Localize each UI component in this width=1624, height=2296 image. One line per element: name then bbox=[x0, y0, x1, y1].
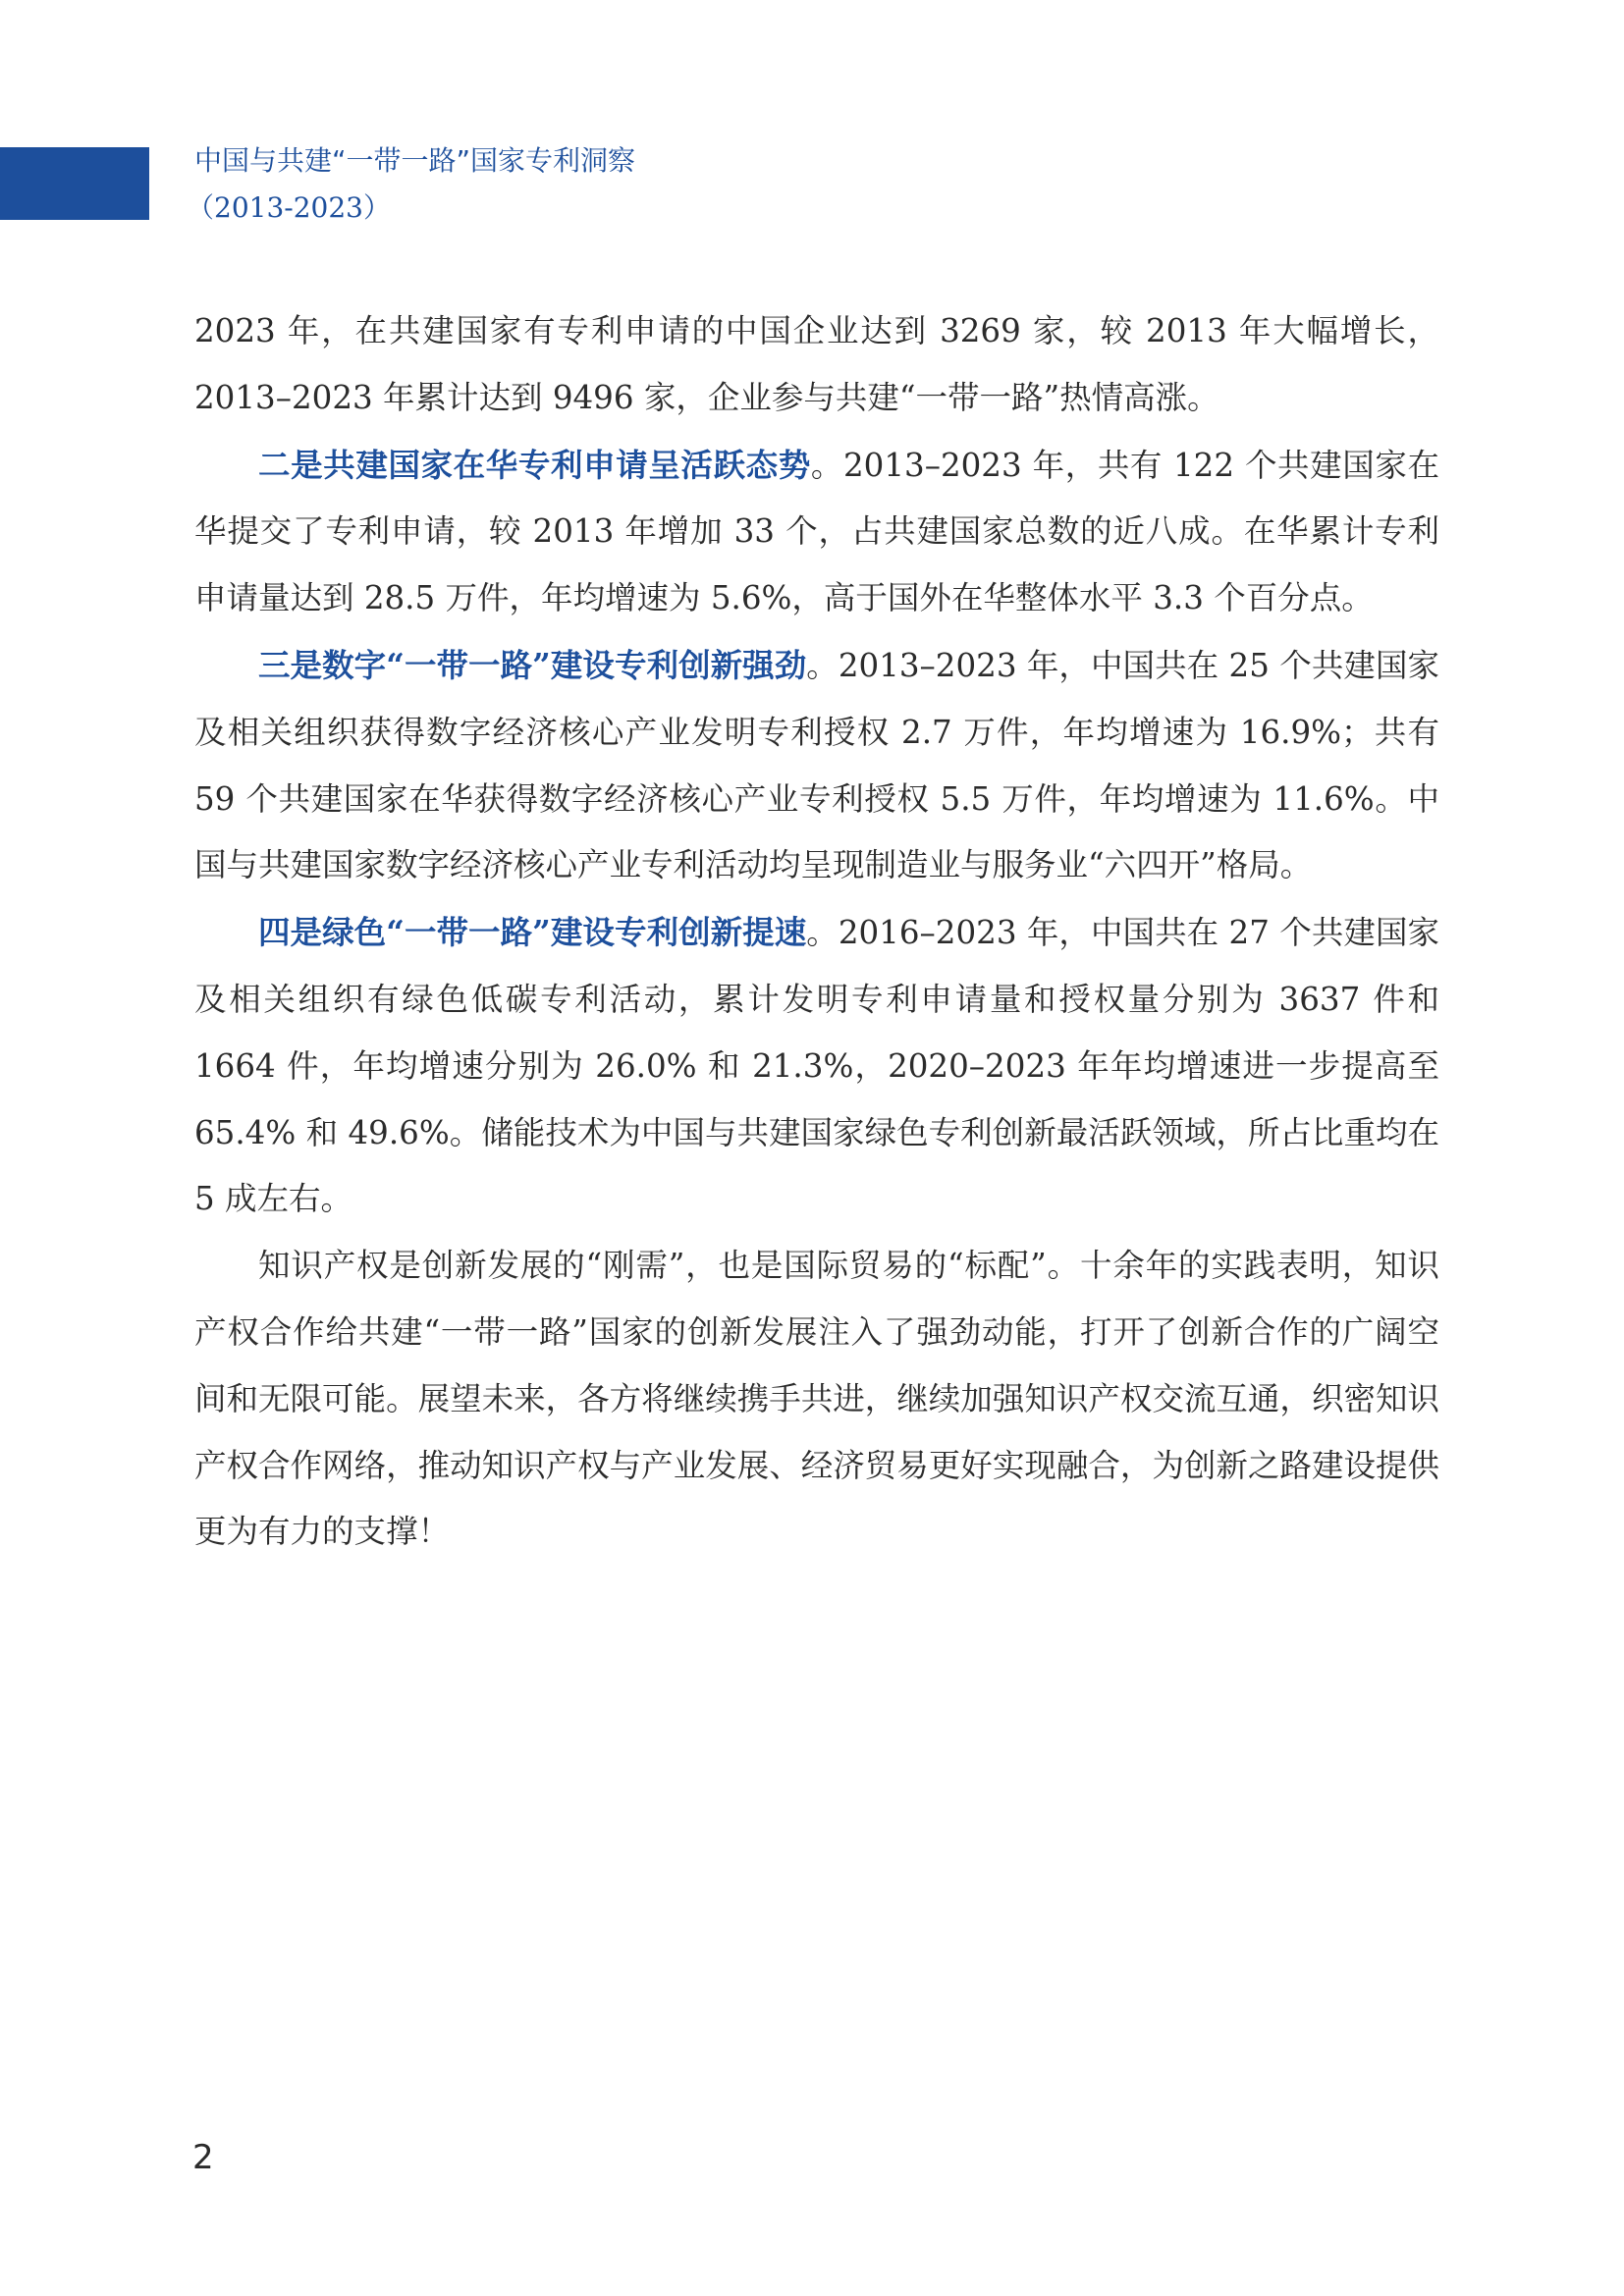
paragraph-text: 知识产权是创新发展的“刚需”，也是国际贸易的“标配”。十余年的实践表明，知识产权合作给共建“一带一路”国家的创新发展注入了强劲动能，打开了创新合作的广阔空间和无限可能。展望未来，各方将继续携手共进，继续加强知识产权交流互通，织密知识产权合作网络，推动知识产权与产业发展、经济贸易更好实现融合，为创新之路建设提供更为有力的支撑！ bbox=[194, 1247, 1439, 1551]
paragraph-text: 2023 年，在共建国家有专利申请的中国企业达到 3269 家，较 2013 年大幅增长，2013–2023 年累计达到 9496 家，企业参与共建“一带一路”热情高涨。 bbox=[194, 312, 1439, 416]
paragraph-point-three bbox=[194, 632, 1439, 899]
paragraph-conclusion bbox=[194, 1233, 1439, 1566]
paragraph-lead: 四是绿色“一带一路”建设专利创新提速 bbox=[258, 913, 807, 952]
body-text bbox=[194, 298, 1439, 1566]
running-header-subtitle: （2013-2023） bbox=[187, 191, 391, 224]
paragraph-text: 。2016–2023 年，中国共在 27 个共建国家及相关组织有绿色低碳专利活动，累计发明专利申请量和授权量分别为 3637 件和 1664 件，年均增速分别为 26.0% 和 21.3%，2020–2023 年年均增速进一步提高至 65.4% 和 49.6%。储能技术为中国与共建国家绿色专利创新最活跃领域，所占比重均在 5 成左右。 bbox=[194, 914, 1439, 1218]
paragraph-lead: 二是共建国家在华专利申请呈活跃态势 bbox=[258, 445, 811, 484]
paragraph-continuation bbox=[194, 298, 1439, 432]
paragraph-point-four bbox=[194, 899, 1439, 1233]
paragraph-text: 。2013–2023 年，中国共在 25 个共建国家及相关组织获得数字经济核心产业发明专利授权 2.7 万件，年均增速为 16.9%；共有 59 个共建国家在华获得数字经济核心产业专利授权 5.5 万件，年均增速为 11.6%。中国与共建国家数字经济核心产业专利活动均呈现制造业与服务业“六四开”格局。 bbox=[194, 646, 1439, 884]
running-header-title: 中国与共建“一带一路”国家专利洞察 bbox=[194, 144, 636, 177]
paragraph-lead: 三是数字“一带一路”建设专利创新强劲 bbox=[258, 645, 807, 684]
paragraph-text: 。2013–2023 年，共有 122 个共建国家在华提交了专利申请，较 2013 年增加 33 个，占共建国家总数的近八成。在华累计专利申请量达到 28.5 万件，年均增速为 5.6%，高于国外在华整体水平 3.3 个百分点。 bbox=[194, 446, 1439, 617]
header-accent-bar bbox=[0, 147, 149, 220]
paragraph-point-two bbox=[194, 432, 1439, 632]
page-number: 2 bbox=[192, 2138, 214, 2177]
